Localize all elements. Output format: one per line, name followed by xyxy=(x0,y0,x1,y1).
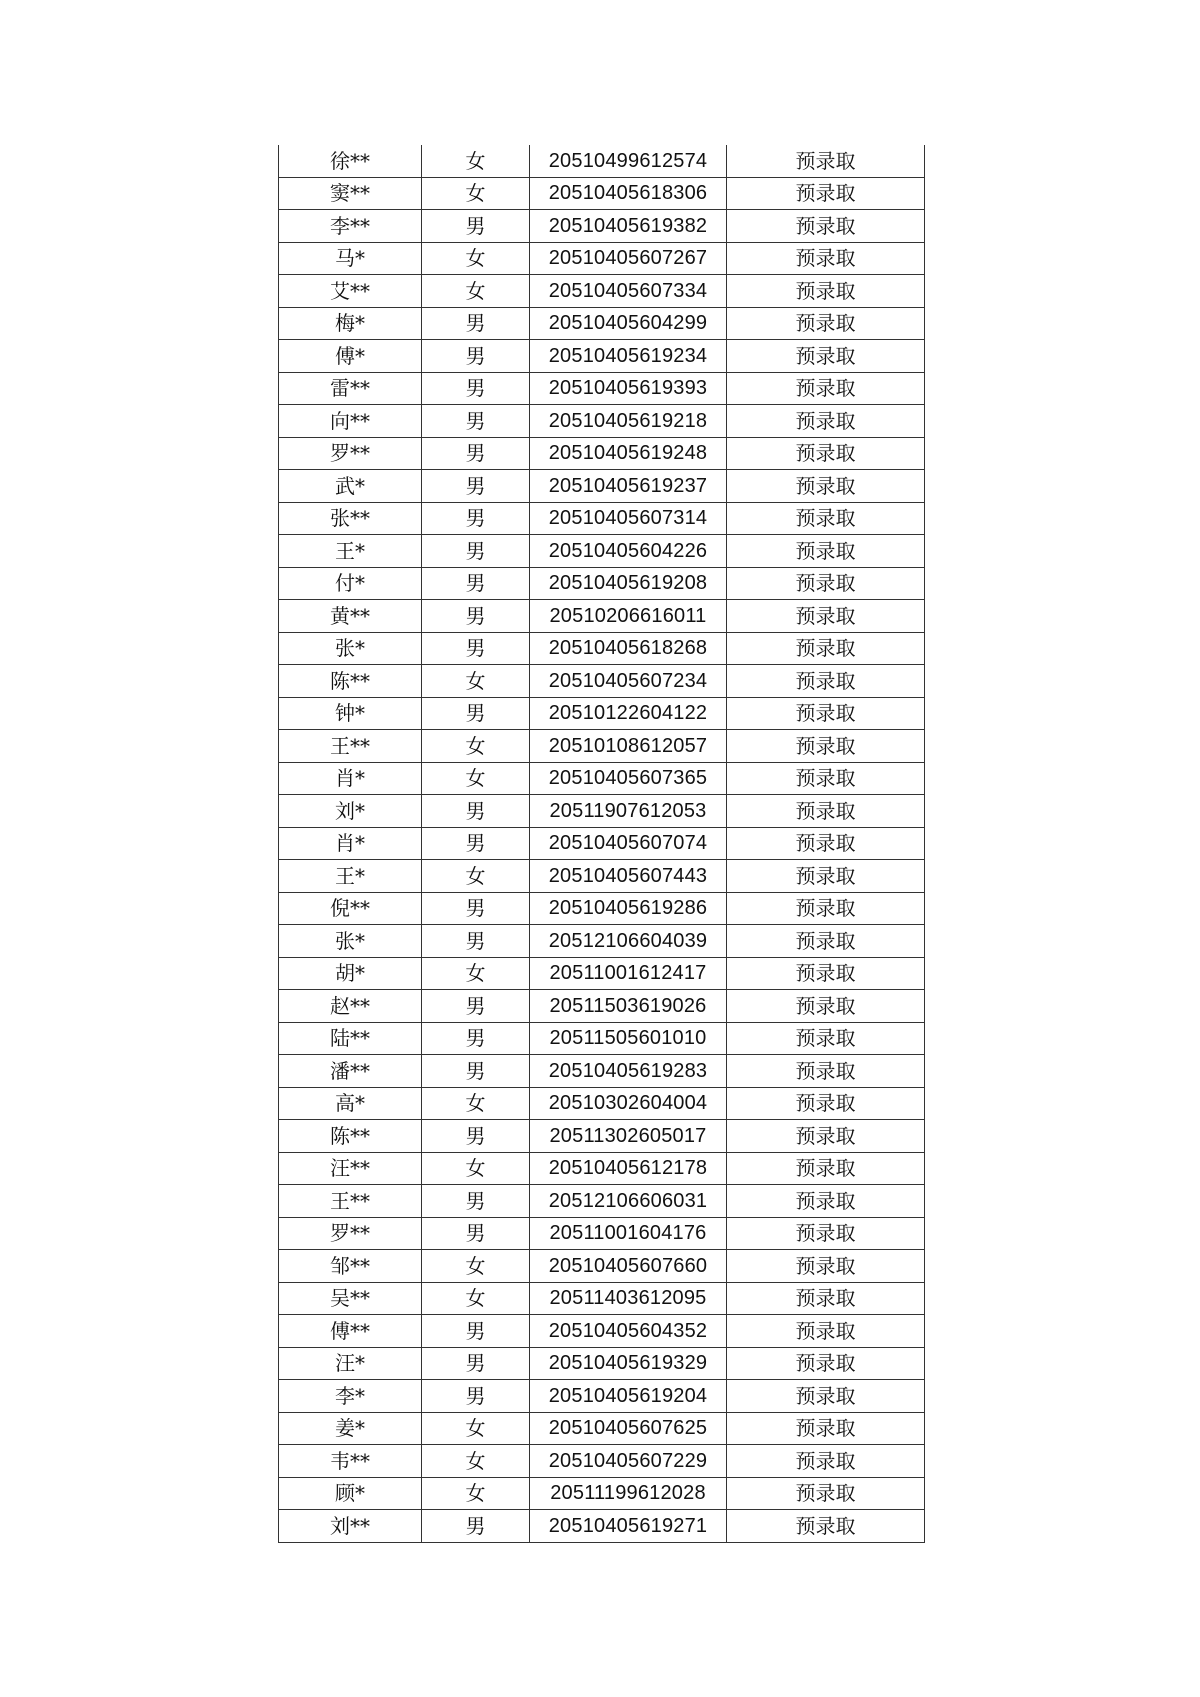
admission-status-cell: 预录取 xyxy=(727,632,925,665)
student-gender-cell: 女 xyxy=(422,1445,530,1478)
exam-number-cell: 20510405612178 xyxy=(530,1152,727,1185)
admission-status-cell: 预录取 xyxy=(727,1185,925,1218)
admission-status-cell: 预录取 xyxy=(727,1282,925,1315)
exam-number-cell: 20510206616011 xyxy=(530,600,727,633)
student-name-cell: 张* xyxy=(279,632,422,665)
table-row xyxy=(279,1022,925,1055)
student-name-cell: 刘** xyxy=(279,1510,422,1543)
admission-status-cell: 预录取 xyxy=(727,1250,925,1283)
student-gender-cell: 男 xyxy=(422,795,530,828)
admission-status-cell: 预录取 xyxy=(727,730,925,763)
admission-status-cell: 预录取 xyxy=(727,990,925,1023)
student-gender-cell: 男 xyxy=(422,210,530,243)
student-name-cell: 窦** xyxy=(279,177,422,210)
table-row xyxy=(279,1477,925,1510)
exam-number-cell: 20510405618268 xyxy=(530,632,727,665)
student-gender-cell: 女 xyxy=(422,1412,530,1445)
exam-number-cell: 20510405619286 xyxy=(530,892,727,925)
admission-status-cell: 预录取 xyxy=(727,177,925,210)
student-name-cell: 赵** xyxy=(279,990,422,1023)
exam-number-cell: 20511403612095 xyxy=(530,1282,727,1315)
table-row xyxy=(279,1055,925,1088)
exam-number-cell: 20511503619026 xyxy=(530,990,727,1023)
admission-status-cell: 预录取 xyxy=(727,1347,925,1380)
table-row xyxy=(279,795,925,828)
student-name-cell: 王** xyxy=(279,730,422,763)
exam-number-cell: 20511505601010 xyxy=(530,1022,727,1055)
student-gender-cell: 男 xyxy=(422,892,530,925)
exam-number-cell: 20510405607234 xyxy=(530,665,727,698)
admission-status-cell: 预录取 xyxy=(727,1315,925,1348)
student-name-cell: 吴** xyxy=(279,1282,422,1315)
exam-number-cell: 20510405619218 xyxy=(530,405,727,438)
exam-number-cell: 20510405607625 xyxy=(530,1412,727,1445)
student-gender-cell: 男 xyxy=(422,502,530,535)
exam-number-cell: 20510108612057 xyxy=(530,730,727,763)
student-name-cell: 张** xyxy=(279,502,422,535)
student-gender-cell: 男 xyxy=(422,600,530,633)
exam-number-cell: 20510405619204 xyxy=(530,1380,727,1413)
student-name-cell: 邹** xyxy=(279,1250,422,1283)
student-gender-cell: 女 xyxy=(422,730,530,763)
student-gender-cell: 女 xyxy=(422,957,530,990)
exam-number-cell: 20510405607074 xyxy=(530,827,727,860)
table-row xyxy=(279,1087,925,1120)
admission-status-cell: 预录取 xyxy=(727,567,925,600)
student-name-cell: 王** xyxy=(279,1185,422,1218)
table-row xyxy=(279,502,925,535)
admission-status-cell: 预录取 xyxy=(727,1120,925,1153)
student-name-cell: 汪** xyxy=(279,1152,422,1185)
table-row xyxy=(279,1445,925,1478)
table-row xyxy=(279,892,925,925)
student-name-cell: 傅** xyxy=(279,1315,422,1348)
admission-status-cell: 预录取 xyxy=(727,860,925,893)
admission-status-cell: 预录取 xyxy=(727,437,925,470)
student-name-cell: 汪* xyxy=(279,1347,422,1380)
student-name-cell: 李* xyxy=(279,1380,422,1413)
table-row xyxy=(279,1412,925,1445)
admission-status-cell: 预录取 xyxy=(727,1055,925,1088)
table-row xyxy=(279,535,925,568)
exam-number-cell: 20511907612053 xyxy=(530,795,727,828)
student-gender-cell: 女 xyxy=(422,1282,530,1315)
admission-status-cell: 预录取 xyxy=(727,827,925,860)
student-name-cell: 顾* xyxy=(279,1477,422,1510)
exam-number-cell: 20510405618306 xyxy=(530,177,727,210)
student-gender-cell: 女 xyxy=(422,177,530,210)
student-name-cell: 张* xyxy=(279,925,422,958)
exam-number-cell: 20510405607660 xyxy=(530,1250,727,1283)
table-row xyxy=(279,1282,925,1315)
student-gender-cell: 女 xyxy=(422,860,530,893)
student-name-cell: 罗** xyxy=(279,437,422,470)
student-gender-cell: 男 xyxy=(422,372,530,405)
admission-status-cell: 预录取 xyxy=(727,470,925,503)
table-row xyxy=(279,1152,925,1185)
table-row xyxy=(279,1510,925,1543)
admission-status-cell: 预录取 xyxy=(727,145,925,177)
student-name-cell: 陈** xyxy=(279,1120,422,1153)
exam-number-cell: 20510405604226 xyxy=(530,535,727,568)
exam-number-cell: 20510499612574 xyxy=(530,145,727,177)
exam-number-cell: 20510405619271 xyxy=(530,1510,727,1543)
student-name-cell: 付* xyxy=(279,567,422,600)
admission-status-cell: 预录取 xyxy=(727,405,925,438)
student-gender-cell: 男 xyxy=(422,1380,530,1413)
student-name-cell: 傅* xyxy=(279,340,422,373)
student-name-cell: 肖* xyxy=(279,827,422,860)
student-name-cell: 王* xyxy=(279,535,422,568)
table-row xyxy=(279,990,925,1023)
admission-status-cell: 预录取 xyxy=(727,1022,925,1055)
admission-status-cell: 预录取 xyxy=(727,1380,925,1413)
table-row xyxy=(279,145,925,177)
student-gender-cell: 女 xyxy=(422,242,530,275)
student-gender-cell: 女 xyxy=(422,1477,530,1510)
admission-status-cell: 预录取 xyxy=(727,535,925,568)
exam-number-cell: 20510405607314 xyxy=(530,502,727,535)
student-gender-cell: 男 xyxy=(422,1347,530,1380)
table-row xyxy=(279,307,925,340)
admission-status-cell: 预录取 xyxy=(727,1217,925,1250)
student-gender-cell: 男 xyxy=(422,567,530,600)
admission-status-cell: 预录取 xyxy=(727,1087,925,1120)
exam-number-cell: 20512106606031 xyxy=(530,1185,727,1218)
admission-status-cell: 预录取 xyxy=(727,1412,925,1445)
student-name-cell: 黄** xyxy=(279,600,422,633)
student-gender-cell: 男 xyxy=(422,307,530,340)
student-name-cell: 雷** xyxy=(279,372,422,405)
exam-number-cell: 20510405604299 xyxy=(530,307,727,340)
table-row xyxy=(279,1120,925,1153)
admission-status-cell: 预录取 xyxy=(727,892,925,925)
exam-number-cell: 20510405619382 xyxy=(530,210,727,243)
student-gender-cell: 男 xyxy=(422,1185,530,1218)
student-name-cell: 梅* xyxy=(279,307,422,340)
table-row xyxy=(279,1217,925,1250)
exam-number-cell: 20510405619248 xyxy=(530,437,727,470)
admission-status-cell: 预录取 xyxy=(727,275,925,308)
admission-table xyxy=(278,145,925,1543)
student-name-cell: 姜* xyxy=(279,1412,422,1445)
exam-number-cell: 20510405607334 xyxy=(530,275,727,308)
student-gender-cell: 男 xyxy=(422,405,530,438)
exam-number-cell: 20511302605017 xyxy=(530,1120,727,1153)
table-row xyxy=(279,827,925,860)
table-row xyxy=(279,697,925,730)
table-row xyxy=(279,632,925,665)
table-row xyxy=(279,340,925,373)
admission-status-cell: 预录取 xyxy=(727,1510,925,1543)
student-name-cell: 罗** xyxy=(279,1217,422,1250)
exam-number-cell: 20511001604176 xyxy=(530,1217,727,1250)
exam-number-cell: 20511199612028 xyxy=(530,1477,727,1510)
exam-number-cell: 20510302604004 xyxy=(530,1087,727,1120)
table-row xyxy=(279,925,925,958)
table-row xyxy=(279,1250,925,1283)
student-name-cell: 李** xyxy=(279,210,422,243)
exam-number-cell: 20510405607267 xyxy=(530,242,727,275)
admission-status-cell: 预录取 xyxy=(727,242,925,275)
admission-status-cell: 预录取 xyxy=(727,665,925,698)
student-name-cell: 钟* xyxy=(279,697,422,730)
student-gender-cell: 男 xyxy=(422,1120,530,1153)
admission-status-cell: 预录取 xyxy=(727,1477,925,1510)
student-name-cell: 胡* xyxy=(279,957,422,990)
table-row xyxy=(279,762,925,795)
admission-status-cell: 预录取 xyxy=(727,762,925,795)
student-gender-cell: 女 xyxy=(422,1250,530,1283)
admission-status-cell: 预录取 xyxy=(727,307,925,340)
student-gender-cell: 男 xyxy=(422,1315,530,1348)
admission-status-cell: 预录取 xyxy=(727,372,925,405)
exam-number-cell: 20510405619329 xyxy=(530,1347,727,1380)
table-row xyxy=(279,665,925,698)
exam-number-cell: 20510405607443 xyxy=(530,860,727,893)
exam-number-cell: 20510405619234 xyxy=(530,340,727,373)
student-gender-cell: 女 xyxy=(422,145,530,177)
table-row xyxy=(279,470,925,503)
student-name-cell: 陈** xyxy=(279,665,422,698)
student-name-cell: 刘* xyxy=(279,795,422,828)
table-row xyxy=(279,405,925,438)
admission-status-cell: 预录取 xyxy=(727,340,925,373)
admission-status-cell: 预录取 xyxy=(727,600,925,633)
student-name-cell: 王* xyxy=(279,860,422,893)
admission-status-cell: 预录取 xyxy=(727,697,925,730)
student-gender-cell: 男 xyxy=(422,632,530,665)
table-row xyxy=(279,242,925,275)
student-gender-cell: 男 xyxy=(422,697,530,730)
table-row xyxy=(279,275,925,308)
student-gender-cell: 男 xyxy=(422,437,530,470)
admission-status-cell: 预录取 xyxy=(727,957,925,990)
student-gender-cell: 男 xyxy=(422,827,530,860)
table-row xyxy=(279,437,925,470)
admission-status-cell: 预录取 xyxy=(727,1445,925,1478)
student-gender-cell: 男 xyxy=(422,1055,530,1088)
student-gender-cell: 男 xyxy=(422,925,530,958)
student-gender-cell: 男 xyxy=(422,1022,530,1055)
student-gender-cell: 男 xyxy=(422,990,530,1023)
exam-number-cell: 20510122604122 xyxy=(530,697,727,730)
table-row xyxy=(279,600,925,633)
admission-status-cell: 预录取 xyxy=(727,502,925,535)
student-name-cell: 肖* xyxy=(279,762,422,795)
table-row xyxy=(279,1347,925,1380)
student-gender-cell: 女 xyxy=(422,762,530,795)
student-name-cell: 艾** xyxy=(279,275,422,308)
exam-number-cell: 20510405619208 xyxy=(530,567,727,600)
student-name-cell: 向** xyxy=(279,405,422,438)
exam-number-cell: 20510405607229 xyxy=(530,1445,727,1478)
student-name-cell: 徐** xyxy=(279,145,422,177)
table-row xyxy=(279,1380,925,1413)
table-row xyxy=(279,210,925,243)
exam-number-cell: 20512106604039 xyxy=(530,925,727,958)
admission-status-cell: 预录取 xyxy=(727,925,925,958)
exam-number-cell: 20510405619393 xyxy=(530,372,727,405)
admission-status-cell: 预录取 xyxy=(727,210,925,243)
student-gender-cell: 男 xyxy=(422,1217,530,1250)
student-name-cell: 韦** xyxy=(279,1445,422,1478)
admission-status-cell: 预录取 xyxy=(727,795,925,828)
table-row xyxy=(279,567,925,600)
table-row xyxy=(279,957,925,990)
student-name-cell: 马* xyxy=(279,242,422,275)
table-row xyxy=(279,372,925,405)
student-name-cell: 倪** xyxy=(279,892,422,925)
exam-number-cell: 20510405607365 xyxy=(530,762,727,795)
admission-table-body xyxy=(279,145,925,1542)
exam-number-cell: 20510405619283 xyxy=(530,1055,727,1088)
student-gender-cell: 女 xyxy=(422,1087,530,1120)
student-gender-cell: 男 xyxy=(422,470,530,503)
student-name-cell: 陆** xyxy=(279,1022,422,1055)
student-name-cell: 潘** xyxy=(279,1055,422,1088)
exam-number-cell: 20511001612417 xyxy=(530,957,727,990)
student-name-cell: 武* xyxy=(279,470,422,503)
admission-status-cell: 预录取 xyxy=(727,1152,925,1185)
student-gender-cell: 女 xyxy=(422,275,530,308)
student-gender-cell: 男 xyxy=(422,340,530,373)
table-row xyxy=(279,730,925,763)
table-row xyxy=(279,1315,925,1348)
student-gender-cell: 女 xyxy=(422,665,530,698)
exam-number-cell: 20510405619237 xyxy=(530,470,727,503)
exam-number-cell: 20510405604352 xyxy=(530,1315,727,1348)
student-gender-cell: 男 xyxy=(422,1510,530,1543)
student-gender-cell: 男 xyxy=(422,535,530,568)
student-name-cell: 高* xyxy=(279,1087,422,1120)
student-gender-cell: 女 xyxy=(422,1152,530,1185)
table-row xyxy=(279,1185,925,1218)
table-row xyxy=(279,177,925,210)
table-row xyxy=(279,860,925,893)
